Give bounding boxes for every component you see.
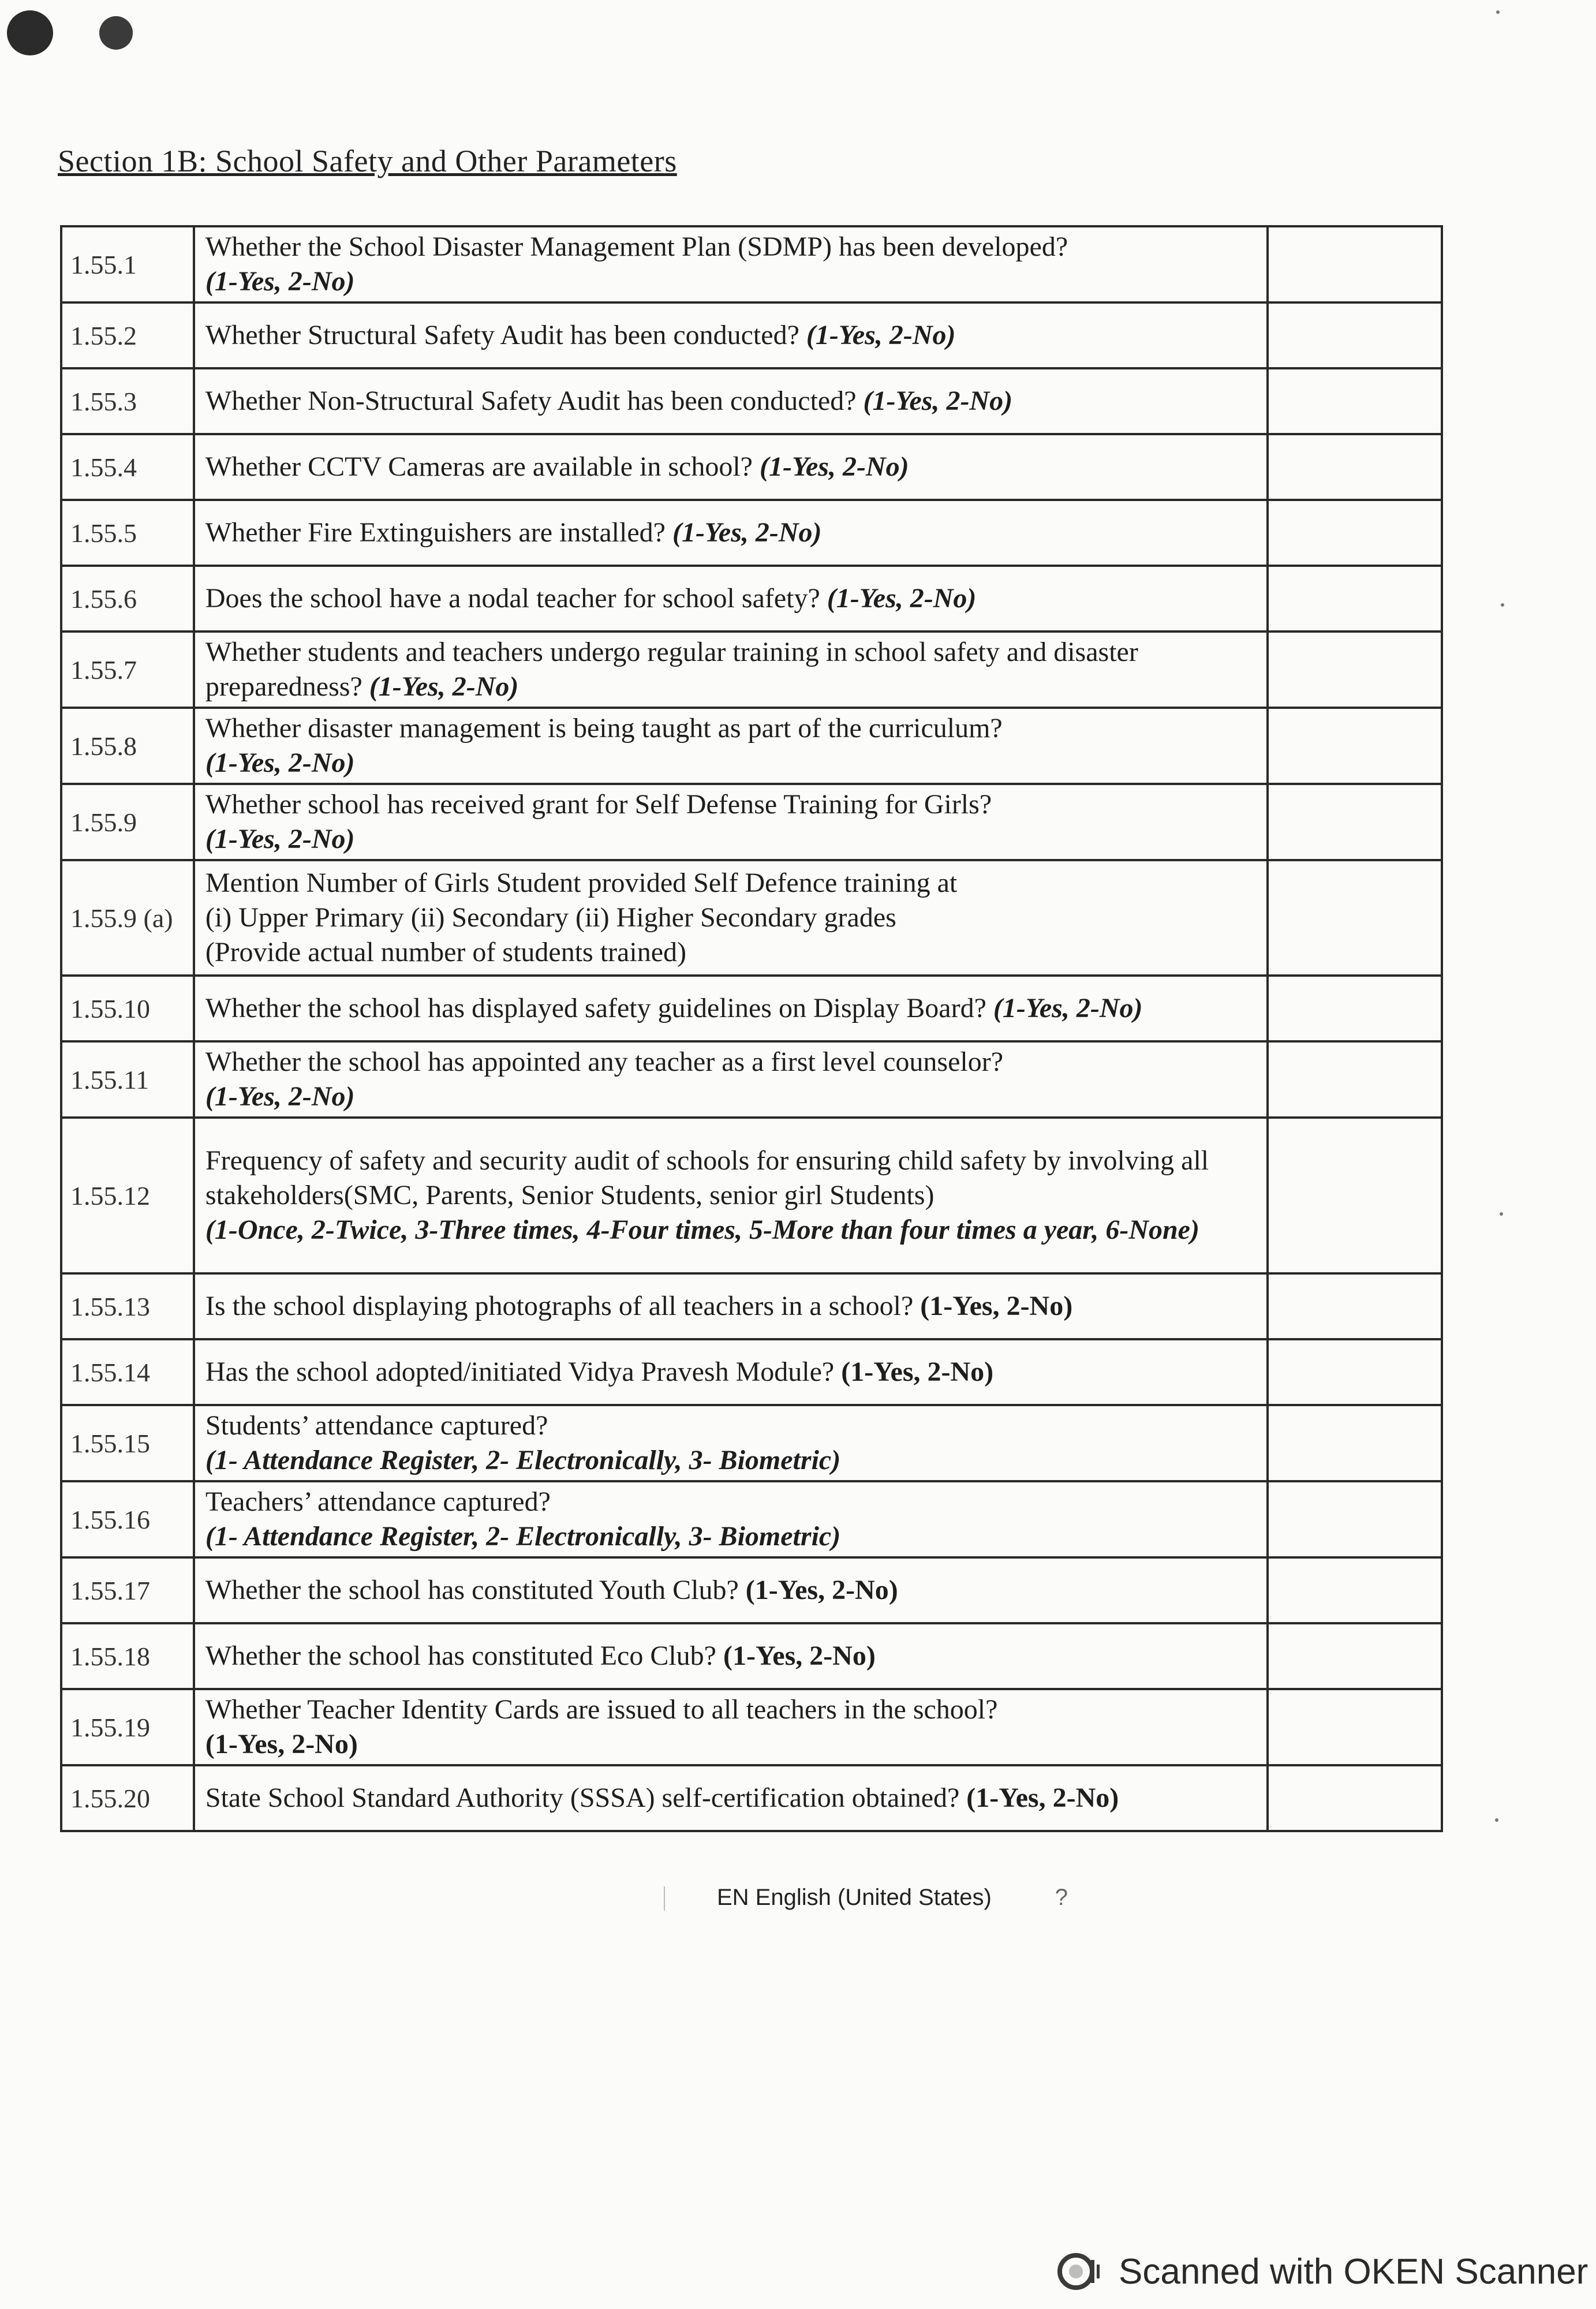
item-number: 1.55.18 [61,1623,194,1689]
answer-options: (1-Yes, 2-No) [745,1575,898,1605]
question-text: Whether disaster management is being taught as part of the curriculum? [205,713,1003,743]
item-number: 1.55.6 [61,566,194,632]
answer-cell[interactable] [1268,784,1442,860]
answer-options: (1-Yes, 2-No) [759,451,909,482]
safety-parameters-table [60,225,1443,1832]
item-number: 1.55.17 [61,1557,194,1623]
language-bar[interactable] [664,1885,1068,1911]
answer-cell[interactable] [1268,1623,1442,1689]
answer-cell[interactable] [1268,1041,1442,1118]
question-cell [194,1689,1268,1765]
item-number: 1.55.12 [61,1118,194,1273]
question-text: Whether CCTV Cameras are available in school? [205,451,753,482]
question-cell [194,1765,1268,1831]
answer-options: (1-Yes, 2-No) [966,1783,1119,1813]
item-number: 1.55.10 [61,976,194,1041]
answer-options: (1-Yes, 2-No) [827,583,977,614]
answer-cell[interactable] [1268,566,1442,632]
question-cell [194,1118,1268,1273]
section-title: Section 1B: School Safety and Other Parameters [58,144,677,178]
question-cell [194,434,1268,500]
answer-options: (1-Yes, 2-No) [205,1081,355,1112]
table-row [61,860,1442,976]
answer-cell[interactable] [1268,1118,1442,1273]
question-cell [194,1557,1268,1623]
item-number: 1.55.14 [61,1339,194,1405]
item-number: 1.55.13 [61,1273,194,1339]
answer-cell[interactable] [1268,1765,1442,1831]
answer-options: (1-Yes, 2-No) [920,1291,1073,1321]
question-text: Whether Non-Structural Safety Audit has been conducted? [205,386,857,416]
answer-options: (1-Once, 2-Twice, 3-Three times, 4-Four times, 5-More than four times a year, 6-None) [205,1215,1199,1245]
language-label[interactable]: EN English (United States) [717,1885,992,1910]
answer-cell[interactable] [1268,1481,1442,1557]
table-row [61,1689,1442,1765]
question-cell [194,1481,1268,1557]
punch-hole-left [7,10,53,55]
question-cell [194,708,1268,784]
answer-options: (1-Yes, 2-No) [723,1641,876,1671]
table-row [61,566,1442,632]
question-text: Teachers’ attendance captured? [205,1486,551,1517]
answer-options: (1- Attendance Register, 2- Electronically, 3- Biometric) [205,1445,841,1475]
answer-cell[interactable] [1268,1689,1442,1765]
question-cell [194,1405,1268,1481]
item-number: 1.55.15 [61,1405,194,1481]
answer-cell[interactable] [1268,368,1442,434]
answer-options: (1-Yes, 2-No) [993,993,1143,1023]
answer-options: (1- Attendance Register, 2- Electronically, 3- Biometric) [205,1521,841,1552]
scanner-watermark [1056,2248,1588,2295]
answer-options: (1-Yes, 2-No) [863,386,1013,416]
answer-cell[interactable] [1268,434,1442,500]
table-row [61,976,1442,1041]
answer-options: (1-Yes, 2-No) [205,1729,358,1759]
answer-options: (1-Yes, 2-No) [369,671,519,702]
answer-cell[interactable] [1268,1339,1442,1405]
question-cell [194,566,1268,632]
question-cell [194,976,1268,1041]
question-cell [194,1273,1268,1339]
question-cell [194,368,1268,434]
question-cell [194,632,1268,708]
question-grades: (i) Upper Primary (ii) Secondary (ii) Higher Secondary grades [205,902,896,933]
table-row [61,226,1442,302]
scanner-logo-icon [1056,2248,1102,2295]
table-row [61,500,1442,566]
item-number: 1.55.7 [61,632,194,708]
answer-cell[interactable] [1268,226,1442,302]
table-row [61,302,1442,368]
watermark-text: Scanned with OKEN Scanner [1119,2251,1588,2292]
table-row [61,1557,1442,1623]
item-number: 1.55.11 [61,1041,194,1118]
answer-cell[interactable] [1268,708,1442,784]
question-text: Whether Structural Safety Audit has been conducted? [205,320,799,350]
table-row [61,1765,1442,1831]
table-row [61,1623,1442,1689]
question-cell [194,226,1268,302]
answer-options: (1-Yes, 2-No) [205,824,355,854]
question-text: Whether Fire Extinguishers are installed? [205,517,666,548]
item-number: 1.55.9 (a) [61,860,194,976]
item-number: 1.55.9 [61,784,194,860]
item-number: 1.55.3 [61,368,194,434]
answer-cell[interactable] [1268,860,1442,976]
question-cell [194,860,1268,976]
table-row [61,1273,1442,1339]
item-number: 1.55.1 [61,226,194,302]
question-text: Does the school have a nodal teacher for school safety? [205,583,820,614]
question-text: Whether students and teachers undergo regular training in school safety and disaster preparedness? [205,637,1138,702]
item-number: 1.55.20 [61,1765,194,1831]
table-row [61,784,1442,860]
item-number: 1.55.16 [61,1481,194,1557]
item-number: 1.55.19 [61,1689,194,1765]
table-row [61,1339,1442,1405]
question-text: Whether the school has appointed any teacher as a first level counselor? [205,1047,1003,1077]
help-icon[interactable]: ? [1055,1885,1068,1910]
question-cell [194,1623,1268,1689]
question-cell [194,1041,1268,1118]
table-row [61,368,1442,434]
table-row [61,1405,1442,1481]
question-cell [194,784,1268,860]
question-text: Whether school has received grant for Self Defense Training for Girls? [205,789,992,820]
answer-cell[interactable] [1268,976,1442,1041]
question-text: Has the school adopted/initiated Vidya Pravesh Module? [205,1357,835,1387]
answer-options: (1-Yes, 2-No) [672,517,822,548]
question-cell [194,302,1268,368]
item-number: 1.55.8 [61,708,194,784]
item-number: 1.55.4 [61,434,194,500]
question-text: Students’ attendance captured? [205,1410,548,1441]
table-row [61,434,1442,500]
answer-options: (1-Yes, 2-No) [205,266,355,297]
answer-cell[interactable] [1268,1273,1442,1339]
answer-cell[interactable] [1268,302,1442,368]
table-row [61,1118,1442,1273]
table-row [61,632,1442,708]
language-bar-divider [664,1886,665,1911]
question-text: Is the school displaying photographs of all teachers in a school? [205,1291,914,1321]
question-text: Whether the school has constituted Eco Club? [205,1641,716,1671]
question-text: Whether the school has displayed safety guidelines on Display Board? [205,993,986,1023]
answer-options: (1-Yes, 2-No) [806,320,956,350]
question-text: Whether the school has constituted Youth Club? [205,1575,739,1605]
question-text: Whether Teacher Identity Cards are issued to all teachers in the school? [205,1694,998,1725]
answer-options: (1-Yes, 2-No) [205,748,355,778]
question-text: Frequency of safety and security audit of schools for ensuring child safety by involving all stakeholders(SMC, Parents, Senior Students, senior girl Students) [205,1145,1209,1210]
table-row [61,1481,1442,1557]
item-number: 1.55.5 [61,500,194,566]
table-row [61,708,1442,784]
table-row [61,1041,1442,1118]
question-text: Whether the School Disaster Management Plan (SDMP) has been developed? [205,231,1068,262]
question-text: Mention Number of Girls Student provided Self Defence training at [205,868,958,898]
answer-options: (1-Yes, 2-No) [841,1357,994,1387]
scan-speck [1495,1818,1498,1822]
answer-cell[interactable] [1268,632,1442,708]
scan-speck [1500,1212,1503,1216]
question-cell [194,500,1268,566]
question-cell [194,1339,1268,1405]
scan-speck [1496,10,1500,14]
item-number: 1.55.2 [61,302,194,368]
question-text: State School Standard Authority (SSSA) self-certification obtained? [205,1783,960,1813]
answer-cell[interactable] [1268,1405,1442,1481]
answer-cell[interactable] [1268,500,1442,566]
question-note: (Provide actual number of students trained) [205,937,686,967]
punch-hole-right [99,16,133,50]
answer-cell[interactable] [1268,1557,1442,1623]
scan-speck [1501,603,1504,607]
